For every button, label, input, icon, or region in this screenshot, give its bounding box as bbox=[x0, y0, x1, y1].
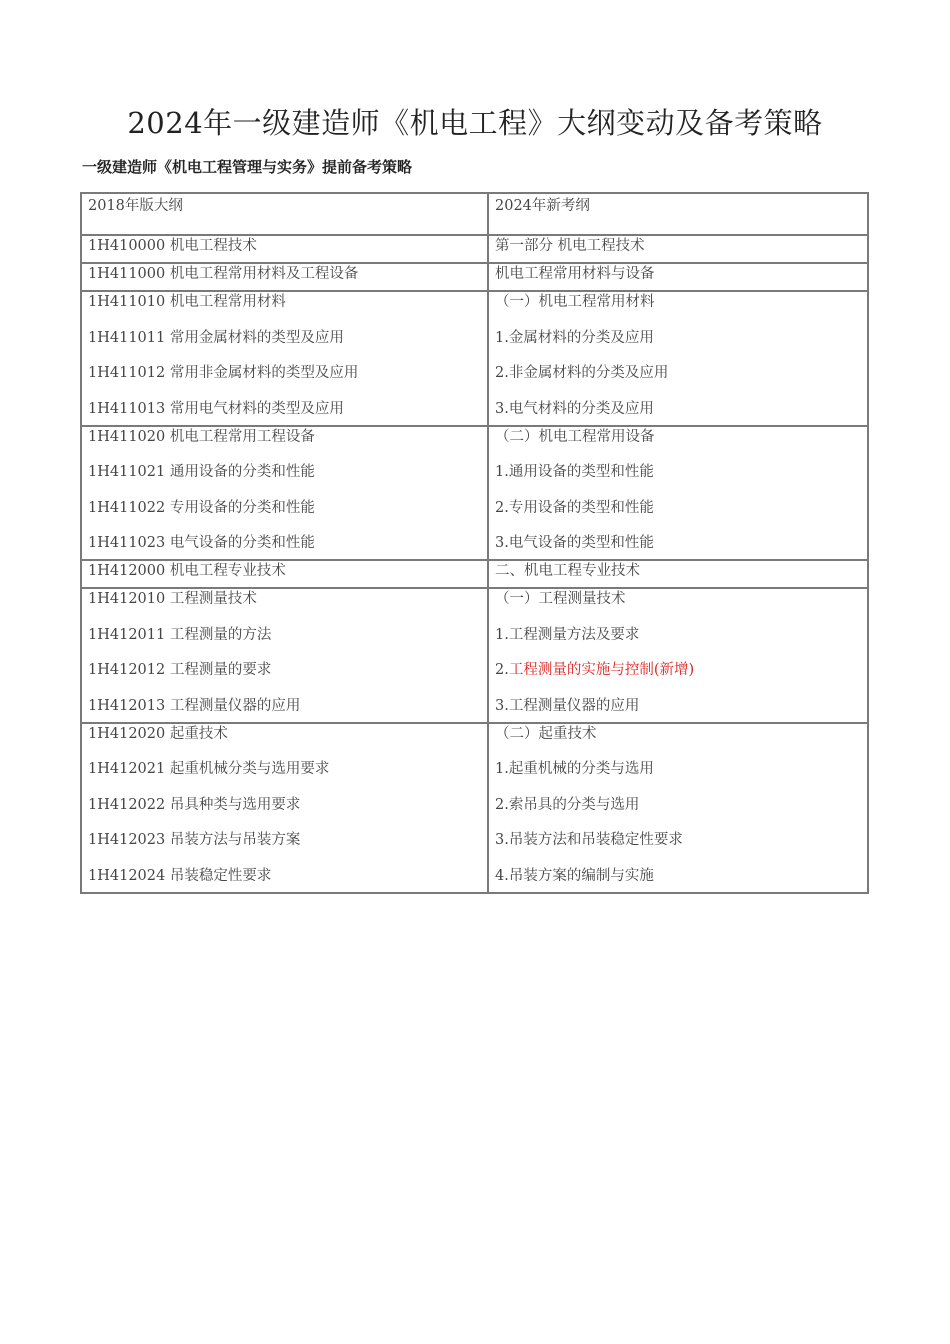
syllabus-item bbox=[495, 236, 861, 262]
syllabus-item bbox=[495, 533, 861, 559]
syllabus-item bbox=[88, 759, 481, 795]
syllabus-comparison-table bbox=[80, 192, 869, 894]
syllabus-item-text: 1H411020 机电工程常用工程设备 bbox=[88, 428, 315, 445]
syllabus-item-text: 1H412011 工程测量的方法 bbox=[88, 626, 272, 643]
syllabus-item bbox=[495, 724, 861, 760]
syllabus-item bbox=[495, 363, 861, 399]
new-content-highlight: 工程测量的实施与控制(新增) bbox=[508, 662, 695, 678]
cell-2018-syllabus bbox=[81, 263, 488, 291]
syllabus-item-text: （一）工程测量技术 bbox=[495, 591, 626, 607]
syllabus-item bbox=[495, 498, 861, 534]
syllabus-item-text: 1H412013 工程测量仪器的应用 bbox=[88, 697, 301, 714]
syllabus-item-text: 1H410000 机电工程技术 bbox=[88, 238, 257, 254]
syllabus-item-text: 1.通用设备的类型和性能 bbox=[495, 464, 654, 480]
document-subtitle: 一级建造师《机电工程管理与实务》提前备考策略 bbox=[82, 158, 413, 176]
syllabus-item bbox=[495, 660, 861, 696]
syllabus-item bbox=[495, 696, 861, 722]
table-row bbox=[81, 426, 868, 561]
syllabus-item bbox=[88, 292, 481, 328]
syllabus-item-text: 1H412010 工程测量技术 bbox=[88, 591, 257, 607]
syllabus-item bbox=[495, 830, 861, 866]
cell-2018-syllabus bbox=[81, 291, 488, 426]
syllabus-item-text: 2.非金属材料的分类及应用 bbox=[495, 365, 669, 381]
syllabus-item-text: 1H412012 工程测量的要求 bbox=[88, 662, 272, 678]
syllabus-item bbox=[88, 498, 481, 534]
cell-2018-syllabus bbox=[81, 235, 488, 263]
syllabus-item bbox=[495, 759, 861, 795]
syllabus-item-text: 1H412021 起重机械分类与选用要求 bbox=[88, 761, 330, 777]
syllabus-item bbox=[88, 830, 481, 866]
header-2018-syllabus: 2018年版大纲 bbox=[81, 193, 488, 235]
cell-2018-syllabus bbox=[81, 426, 488, 561]
document-title: 2024年一级建造师《机电工程》大纲变动及备考策略 bbox=[127, 106, 823, 140]
cell-2024-syllabus bbox=[488, 560, 868, 588]
syllabus-item-text: 1H411013 常用电气材料的类型及应用 bbox=[88, 400, 344, 417]
syllabus-item bbox=[495, 625, 861, 661]
syllabus-item-text: 3.工程测量仪器的应用 bbox=[495, 697, 640, 714]
syllabus-item-text: （二）起重技术 bbox=[495, 725, 597, 742]
syllabus-item-text: 3.电气材料的分类及应用 bbox=[495, 400, 654, 417]
syllabus-item bbox=[495, 399, 861, 425]
syllabus-item-text: （一）机电工程常用材料 bbox=[495, 294, 655, 310]
syllabus-item-text: 3.吊装方法和吊装稳定性要求 bbox=[495, 832, 683, 848]
syllabus-item bbox=[88, 660, 481, 696]
syllabus-item bbox=[88, 427, 481, 463]
syllabus-item-text: 1H411021 通用设备的分类和性能 bbox=[88, 464, 315, 480]
syllabus-item bbox=[88, 866, 481, 892]
cell-2024-syllabus bbox=[488, 235, 868, 263]
table-row bbox=[81, 263, 868, 291]
table-row bbox=[81, 560, 868, 588]
syllabus-item-text: 1H411011 常用金属材料的类型及应用 bbox=[88, 329, 344, 346]
cell-2024-syllabus bbox=[488, 291, 868, 426]
syllabus-item bbox=[495, 462, 861, 498]
syllabus-item-text: 1H411022 专用设备的分类和性能 bbox=[88, 499, 315, 516]
syllabus-item bbox=[88, 462, 481, 498]
syllabus-item-text: 1H411010 机电工程常用材料 bbox=[88, 294, 286, 310]
syllabus-item-text: 1H412024 吊装稳定性要求 bbox=[88, 867, 272, 884]
syllabus-item-text: 机电工程常用材料与设备 bbox=[495, 266, 655, 282]
syllabus-item-text: 1.起重机械的分类与选用 bbox=[495, 761, 654, 777]
syllabus-item bbox=[88, 399, 481, 425]
syllabus-item-text: 第一部分 机电工程技术 bbox=[495, 238, 645, 254]
syllabus-item bbox=[495, 866, 861, 892]
syllabus-item bbox=[88, 264, 481, 290]
syllabus-item-text: 3.电气设备的类型和性能 bbox=[495, 535, 654, 551]
syllabus-item-text: 1H412022 吊具种类与选用要求 bbox=[88, 796, 301, 813]
syllabus-item bbox=[88, 589, 481, 625]
syllabus-item bbox=[495, 264, 861, 290]
table-row bbox=[81, 235, 868, 263]
syllabus-item-text: 2.索吊具的分类与选用 bbox=[495, 796, 640, 813]
syllabus-item bbox=[88, 696, 481, 722]
syllabus-item-text: 1H411012 常用非金属材料的类型及应用 bbox=[88, 365, 359, 381]
syllabus-item bbox=[495, 589, 861, 625]
cell-2018-syllabus bbox=[81, 588, 488, 723]
syllabus-item bbox=[495, 795, 861, 831]
syllabus-item-text: 2. bbox=[495, 662, 509, 678]
syllabus-item bbox=[88, 533, 481, 559]
cell-2024-syllabus bbox=[488, 723, 868, 893]
syllabus-item-text: 1H412000 机电工程专业技术 bbox=[88, 563, 286, 579]
syllabus-item-text: 1H411023 电气设备的分类和性能 bbox=[88, 535, 315, 551]
cell-2024-syllabus bbox=[488, 588, 868, 723]
cell-2018-syllabus bbox=[81, 723, 488, 893]
table-header-row bbox=[81, 193, 868, 235]
syllabus-item bbox=[495, 561, 861, 587]
syllabus-item-text: 1H412020 起重技术 bbox=[88, 725, 228, 742]
syllabus-item bbox=[88, 561, 481, 587]
syllabus-item bbox=[495, 328, 861, 364]
syllabus-item bbox=[88, 328, 481, 364]
syllabus-item bbox=[88, 795, 481, 831]
cell-2024-syllabus bbox=[488, 426, 868, 561]
cell-2024-syllabus bbox=[488, 263, 868, 291]
header-2024-syllabus: 2024年新考纲 bbox=[488, 193, 868, 235]
cell-2018-syllabus bbox=[81, 560, 488, 588]
syllabus-item bbox=[495, 427, 861, 463]
syllabus-item-text: 1.金属材料的分类及应用 bbox=[495, 329, 654, 346]
syllabus-item-text: 2.专用设备的类型和性能 bbox=[495, 499, 654, 516]
syllabus-item-text: 4.吊装方案的编制与实施 bbox=[495, 867, 654, 884]
syllabus-item-text: 1H411000 机电工程常用材料及工程设备 bbox=[88, 266, 359, 282]
syllabus-item bbox=[88, 625, 481, 661]
syllabus-item bbox=[88, 724, 481, 760]
table-row bbox=[81, 723, 868, 893]
syllabus-item-text: 1.工程测量方法及要求 bbox=[495, 626, 640, 643]
syllabus-item bbox=[88, 236, 481, 262]
syllabus-item-text: （二）机电工程常用设备 bbox=[495, 428, 655, 445]
syllabus-item-text: 1H412023 吊装方法与吊装方案 bbox=[88, 832, 301, 848]
table-row bbox=[81, 291, 868, 426]
syllabus-item bbox=[495, 292, 861, 328]
syllabus-item-text: 二、机电工程专业技术 bbox=[495, 563, 640, 579]
syllabus-item bbox=[88, 363, 481, 399]
table-row bbox=[81, 588, 868, 723]
